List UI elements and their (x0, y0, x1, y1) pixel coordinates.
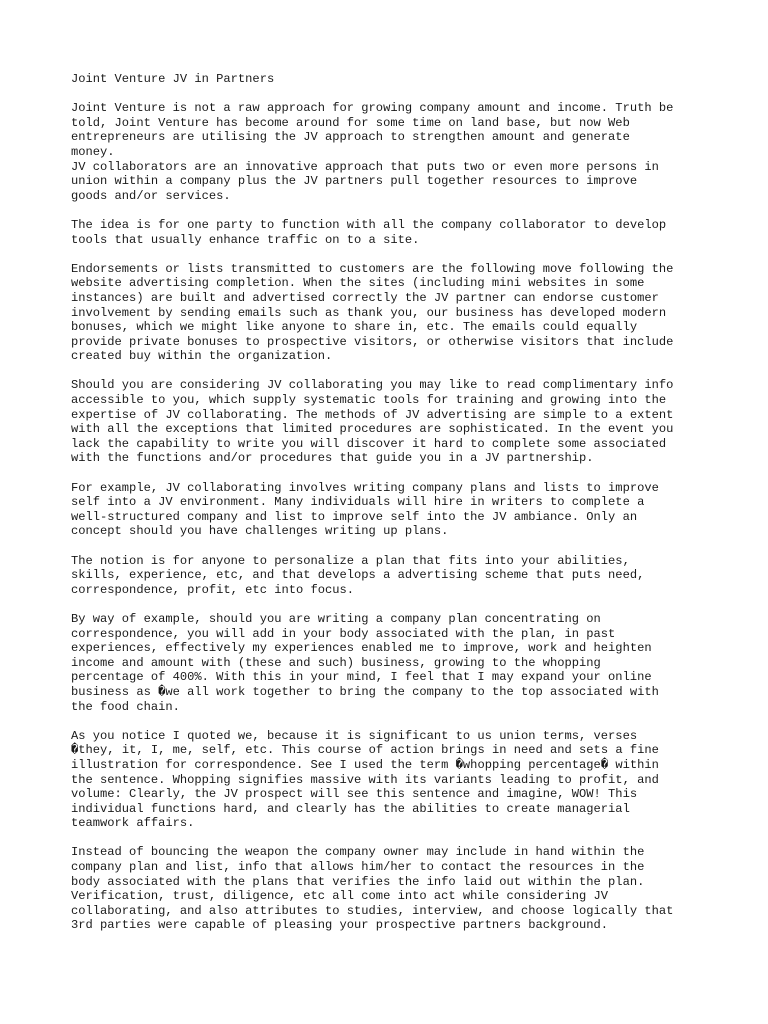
paragraph-2 (71, 160, 711, 204)
text-line: business as �we all work together to bring the company to the top associated with (71, 684, 659, 699)
text-line: the food chain. (71, 699, 180, 714)
text-line: money. (71, 144, 115, 159)
text-line: volume: Clearly, the JV prospect will see this sentence and imagine, WOW! This (71, 787, 638, 802)
text-line: income and amount with (these and such) business, growing to the whopping (71, 655, 601, 670)
text-line: Joint Venture is not a raw approach for growing company amount and income. Truth be (71, 101, 674, 116)
paragraph-9 (71, 729, 711, 831)
paragraph-5 (71, 378, 711, 466)
text-line: teamwork affairs. (71, 816, 195, 831)
text-line: Instead of bouncing the weapon the company owner may include in hand within the (71, 845, 645, 860)
text-line: �they, it, I, me, self, etc. This course of action brings in need and sets a fine (71, 743, 659, 758)
text-line: goods and/or services. (71, 188, 231, 203)
text-line: JV collaborators are an innovative approach that puts two or even more persons in (71, 159, 659, 174)
text-line: The idea is for one party to function with all the company collaborator to develop (71, 217, 667, 232)
paragraph-7 (71, 554, 711, 598)
text-line: accessible to you, which supply systematic tools for training and growing into the (71, 393, 667, 408)
text-line: skills, experience, etc, and that develops a advertising scheme that puts need, (71, 568, 645, 583)
text-line: website advertising completion. When the sites (including mini websites in some (71, 276, 645, 291)
paragraph-6 (71, 481, 711, 539)
text-line: told, Joint Venture has become around for some time on land base, but now Web (71, 115, 630, 130)
paragraph-4 (71, 262, 711, 364)
paragraph-10 (71, 845, 711, 933)
document-page (71, 72, 711, 948)
text-line: correspondence, you will add in your body associated with the plan, in past (71, 626, 616, 641)
text-line: individual functions hard, and clearly has the abilities to create managerial (71, 801, 630, 816)
text-line: bonuses, which we might like anyone to share in, etc. The emails could equally (71, 320, 638, 335)
text-line: union within a company plus the JV partners pull together resources to improve (71, 174, 638, 189)
text-line: illustration for correspondence. See I used the term �whopping percentage� within (71, 757, 659, 772)
text-line: company plan and list, info that allows him/her to contact the resources in the (71, 860, 645, 875)
text-line: self into a JV environment. Many individuals will hire in writers to complete a (71, 495, 645, 510)
text-line: concept should you have challenges writing up plans. (71, 524, 449, 539)
text-line: expertise of JV collaborating. The methods of JV advertising are simple to a extent (71, 407, 674, 422)
text-line: tools that usually enhance traffic on to a site. (71, 232, 420, 247)
text-line: Endorsements or lists transmitted to customers are the following move following the (71, 261, 674, 276)
text-line: Verification, trust, diligence, etc all come into act while considering JV (71, 889, 609, 904)
text-line: provide private bonuses to prospective visitors, or otherwise visitors that include (71, 334, 674, 349)
text-line: 3rd parties were capable of pleasing your prospective partners background. (71, 918, 609, 933)
text-line: with all the exceptions that limited procedures are sophisticated. In the event you (71, 422, 674, 437)
text-line: body associated with the plans that verifies the info laid out within the plan. (71, 874, 645, 889)
text-line: By way of example, should you are writing a company plan concentrating on (71, 611, 601, 626)
text-line: percentage of 400%. With this in your mind, I feel that I may expand your online (71, 670, 652, 685)
text-line: entrepreneurs are utilising the JV approach to strengthen amount and generate (71, 130, 630, 145)
paragraph-3 (71, 218, 711, 247)
paragraph-1 (71, 101, 711, 159)
text-line: instances) are built and advertised correctly the JV partner can endorse customer (71, 290, 659, 305)
text-line: Should you are considering JV collaborating you may like to read complimentary info (71, 378, 674, 393)
text-line: well-structured company and list to improve self into the JV ambiance. Only an (71, 509, 638, 524)
text-line: The notion is for anyone to personalize a plan that fits into your abilities, (71, 553, 630, 568)
text-line: correspondence, profit, etc into focus. (71, 582, 355, 597)
paragraph-8 (71, 612, 711, 714)
text-line: experiences, effectively my experiences enabled me to improve, work and heighten (71, 641, 652, 656)
document-title: Joint Venture JV in Partners (71, 72, 275, 86)
text-line: the sentence. Whopping signifies massive with its variants leading to profit, and (71, 772, 659, 787)
text-line: involvement by sending emails such as thank you, our business has developed modern (71, 305, 667, 320)
text-line: As you notice I quoted we, because it is significant to us union terms, verses (71, 728, 638, 743)
text-line: For example, JV collaborating involves writing company plans and lists to improve (71, 480, 659, 495)
text-line: collaborating, and also attributes to studies, interview, and choose logically that (71, 903, 674, 918)
text-line: lack the capability to write you will discover it hard to complete some associated (71, 436, 667, 451)
text-line: with the functions and/or procedures that guide you in a JV partnership. (71, 451, 594, 466)
text-line: created buy within the organization. (71, 349, 333, 364)
